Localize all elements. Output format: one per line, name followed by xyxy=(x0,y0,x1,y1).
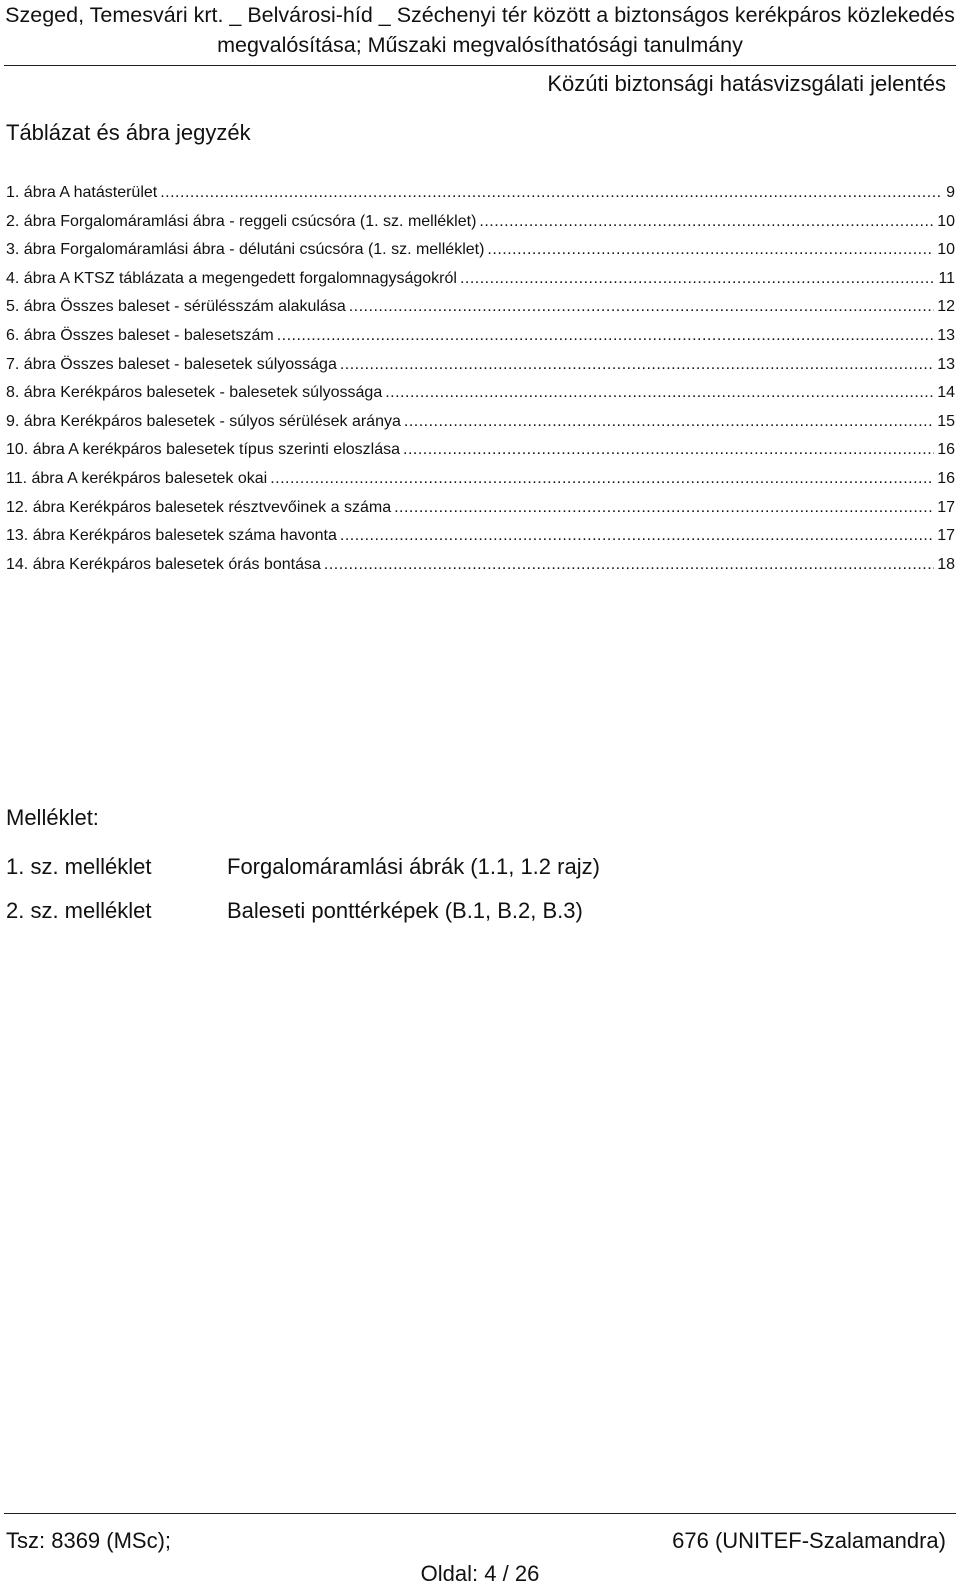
toc-entry-page: 16 xyxy=(937,469,955,487)
toc-entry[interactable] xyxy=(6,213,955,242)
header-divider xyxy=(4,65,956,66)
toc-entry-page: 10 xyxy=(937,212,955,230)
header-title xyxy=(0,0,960,60)
toc-entry-label: 4. ábra A KTSZ táblázata a megengedett forgalomnagyságokról xyxy=(6,269,457,287)
toc-dot-leader xyxy=(340,356,934,374)
appendix-ref: 2. sz. melléklet xyxy=(6,898,152,923)
toc-entry[interactable] xyxy=(6,527,955,556)
footer-company: 676 (UNITEF-Szalamandra) xyxy=(672,1528,946,1553)
toc-dot-leader xyxy=(460,270,935,288)
toc-dot-leader xyxy=(349,298,934,316)
toc-entry-page: 14 xyxy=(937,384,955,402)
toc-entry-page: 13 xyxy=(937,355,955,373)
toc-dot-leader xyxy=(404,413,934,431)
toc-entry-page: 18 xyxy=(937,555,955,573)
toc-dot-leader xyxy=(277,327,935,345)
toc-entry[interactable] xyxy=(6,413,955,442)
toc-dot-leader xyxy=(324,556,934,574)
toc-entry-page: 17 xyxy=(937,527,955,545)
appendix-desc: Baleseti ponttérképek (B.1, B.2, B.3) xyxy=(227,898,583,923)
toc-entry-page: 9 xyxy=(946,184,955,201)
toc-entry[interactable] xyxy=(6,184,955,213)
toc-entry-page: 12 xyxy=(937,298,955,316)
toc-entry-label: 2. ábra Forgalomáramlási ábra - reggeli csúcsóra (1. sz. melléklet) xyxy=(6,212,477,230)
toc-entry[interactable] xyxy=(6,556,955,585)
toc-dot-leader xyxy=(385,384,934,402)
page-number: Oldal: 4 / 26 xyxy=(420,1561,540,1586)
toc-entry-page: 16 xyxy=(937,441,955,459)
toc-entry-label: 10. ábra A kerékpáros balesetek típus szerinti eloszlása xyxy=(6,441,400,459)
toc-entry[interactable] xyxy=(6,470,955,499)
toc-entry[interactable] xyxy=(6,356,955,385)
toc-entry[interactable] xyxy=(6,298,955,327)
toc-entry-label: 9. ábra Kerékpáros balesetek - súlyos sérülések aránya xyxy=(6,412,401,430)
toc-entry-page: 17 xyxy=(937,498,955,516)
toc-dot-leader xyxy=(394,499,934,517)
toc-entry[interactable] xyxy=(6,270,955,299)
section-title: Táblázat és ábra jegyzék xyxy=(6,120,251,145)
toc-entry-page: 11 xyxy=(938,269,955,287)
toc-entry-label: 13. ábra Kerékpáros balesetek száma havonta xyxy=(6,527,337,545)
toc-entry[interactable] xyxy=(6,327,955,356)
toc-entry-label: 3. ábra Forgalomáramlási ábra - délutáni csúcsóra (1. sz. melléklet) xyxy=(6,241,485,259)
toc-entry[interactable] xyxy=(6,441,955,470)
header-title-line-2: megvalósítása; Műszaki megvalósíthatósági tanulmány xyxy=(217,33,743,57)
appendix-desc: Forgalomáramlási ábrák (1.1, 1.2 rajz) xyxy=(227,854,600,879)
toc-entry[interactable] xyxy=(6,384,955,413)
header-title-line-1: Szeged, Temesvári krt. _ Belvárosi-híd _ Széchenyi tér között a biztonságos kerékpáros közlekedés xyxy=(5,3,955,27)
toc-entry[interactable] xyxy=(6,499,955,528)
toc-entry-page: 15 xyxy=(937,412,955,430)
table-of-figures xyxy=(6,184,955,584)
toc-entry-label: 7. ábra Összes baleset - balesetek súlyossága xyxy=(6,355,337,373)
toc-entry-label: 1. ábra A hatásterület xyxy=(6,184,158,201)
footer-project-number: Tsz: 8369 (MSc); xyxy=(6,1528,172,1553)
header-subtitle: Közúti biztonsági hatásvizsgálati jelentés xyxy=(547,71,946,96)
toc-dot-leader xyxy=(270,470,934,488)
toc-entry-page: 10 xyxy=(937,241,955,259)
footer-divider xyxy=(4,1513,956,1514)
toc-dot-leader xyxy=(487,241,934,259)
toc-entry-label: 5. ábra Összes baleset - sérülésszám alakulása xyxy=(6,298,346,316)
toc-dot-leader xyxy=(403,441,934,459)
appendix-title: Melléklet: xyxy=(6,805,99,830)
toc-dot-leader xyxy=(479,213,934,231)
toc-dot-leader xyxy=(160,184,943,202)
toc-entry-label: 11. ábra A kerékpáros balesetek okai xyxy=(6,469,268,487)
toc-entry-page: 13 xyxy=(937,326,955,344)
toc-entry-label: 12. ábra Kerékpáros balesetek résztvevőinek a száma xyxy=(6,498,392,516)
toc-entry-label: 14. ábra Kerékpáros balesetek órás bontása xyxy=(6,555,321,573)
toc-entry-label: 6. ábra Összes baleset - balesetszám xyxy=(6,326,274,344)
toc-entry-label: 8. ábra Kerékpáros balesetek - balesetek súlyossága xyxy=(6,384,383,402)
toc-entry[interactable] xyxy=(6,241,955,270)
toc-dot-leader xyxy=(340,527,934,545)
appendix-ref: 1. sz. melléklet xyxy=(6,854,152,879)
